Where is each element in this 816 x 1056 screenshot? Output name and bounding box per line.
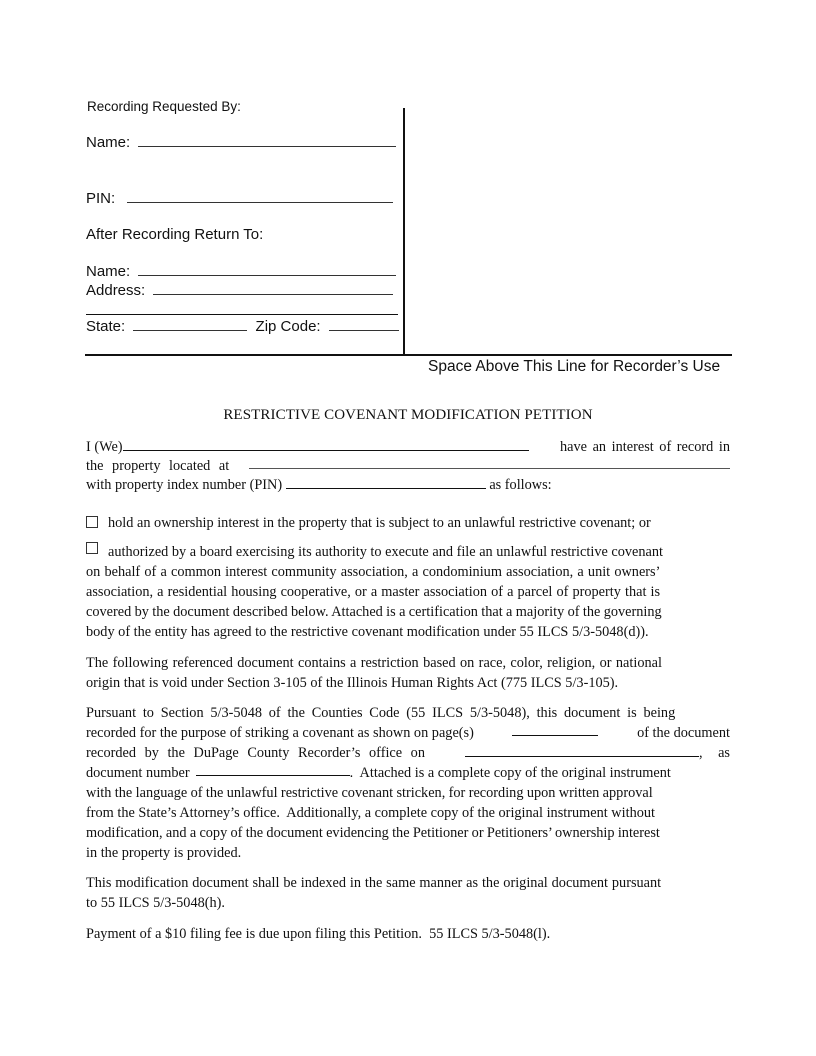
return-state-field[interactable] — [133, 318, 247, 331]
recording-requested-by-label: Recording Requested By: — [87, 99, 241, 114]
restriction-line-1: The following referenced document contains a restriction based on race, color, religion, or national — [86, 655, 662, 671]
return-name-field[interactable] — [138, 263, 396, 276]
option-board-line-2: on behalf of a common interest community association, a condominium association, a unit owners’ — [86, 564, 661, 580]
option-board-line-5: body of the entity has agreed to the restrictive covenant modification under 55 ILCS 5/3-5048(d)). — [86, 624, 649, 640]
fee-line: Payment of a $10 filing fee is due upon filing this Petition. 55 ILCS 5/3-5048(l). — [86, 926, 551, 942]
option-ownership-text: hold an ownership interest in the property that is subject to an unlawful restrictive covenant; or — [108, 515, 651, 531]
restriction-line-2: origin that is void under Section 3-105 of the Illinois Human Rights Act (775 ILCS 5/3-105). — [86, 675, 619, 691]
indexed-paragraph — [86, 873, 730, 913]
pursuant-line-7: modification, and a copy of the document evidencing the Petitioner or Petitioners’ ownership interest — [86, 825, 660, 841]
requester-name-label: Name: — [86, 134, 131, 151]
fee-paragraph — [86, 924, 730, 944]
requester-pin-field[interactable] — [127, 190, 393, 203]
requester-pin-row — [86, 190, 393, 207]
return-state-zip-row — [86, 318, 399, 335]
pin-label: with property index number (PIN) — [86, 477, 283, 493]
pursuant-paragraph — [86, 703, 730, 863]
pursuant-line-2 — [86, 723, 730, 743]
pursuant-line-3 — [86, 743, 730, 763]
pursuant-line-8: in the property is provided. — [86, 845, 242, 861]
return-address-line-2[interactable] — [86, 314, 398, 315]
return-name-label: Name: — [86, 263, 131, 280]
ownership-checkbox[interactable] — [86, 516, 98, 528]
indexed-line-1: This modification document shall be indexed in the same manner as the original document pursuant — [86, 875, 662, 891]
document-number-label: document number — [86, 765, 190, 781]
return-name-row — [86, 263, 396, 280]
of-document-text: of the document — [637, 725, 730, 741]
intro-interest-text: have an interest of record in — [560, 439, 730, 455]
header-vertical-divider — [403, 108, 405, 356]
return-address-label: Address: — [86, 282, 146, 299]
board-authorized-checkbox[interactable] — [86, 542, 98, 554]
pursuant-line-6: from the State’s Attorney’s office. Additionally, a complete copy of the original instrument without — [86, 805, 655, 821]
pursuant-line-5: with the language of the unlawful restrictive covenant stricken, for recording upon written approval — [86, 785, 653, 801]
recorder-space-divider — [85, 354, 732, 356]
attached-copy-text: . Attached is a complete copy of the original instrument — [349, 765, 671, 781]
petitioner-name-field[interactable] — [123, 438, 529, 451]
intro-block — [86, 437, 730, 495]
restriction-paragraph — [86, 653, 730, 693]
option-board-line-1: authorized by a board exercising its authority to execute and file an unlawful restrictive covenant — [108, 544, 663, 560]
option-board-line-3: association, a residential housing cooperative, or a master association of a parcel of property that is — [86, 584, 661, 600]
as-text: , as — [698, 745, 730, 761]
pursuant-line-4 — [86, 763, 730, 783]
pages-label: recorded for the purpose of striking a covenant as shown on page(s) — [86, 725, 474, 741]
recorded-on-label: recorded by the DuPage County Recorder’s office on — [86, 745, 425, 761]
return-zip-field[interactable] — [329, 318, 399, 331]
recorded-date-field[interactable] — [465, 744, 699, 757]
requester-name-row — [86, 134, 396, 151]
property-located-label: the property located at — [86, 458, 230, 474]
property-address-field[interactable] — [249, 456, 730, 469]
indexed-line-2: to 55 ILCS 5/3-5048(h). — [86, 895, 225, 911]
property-pin-field[interactable] — [286, 476, 486, 489]
intro-line-3 — [86, 475, 730, 495]
intro-line-1 — [86, 437, 730, 457]
pages-field[interactable] — [512, 723, 598, 736]
option-board-line-4: covered by the document described below. Attached is a certification that a majority of the governing — [86, 604, 662, 620]
option-ownership — [86, 513, 730, 533]
return-zip-label: Zip Code: — [255, 318, 321, 335]
return-address-field[interactable] — [153, 282, 393, 295]
pursuant-line-1: Pursuant to Section 5/3-5048 of the Counties Code (55 ILCS 5/3-5048), this document is being — [86, 705, 676, 721]
option-board-authorized — [86, 542, 730, 642]
requester-name-field[interactable] — [138, 134, 396, 147]
document-title: RESTRICTIVE COVENANT MODIFICATION PETITION — [223, 407, 593, 423]
return-address-row — [86, 282, 393, 299]
return-state-label: State: — [86, 318, 126, 335]
requester-pin-label: PIN: — [86, 190, 116, 207]
intro-line-2 — [86, 456, 730, 476]
recorder-use-note: Space Above This Line for Recorder’s Use — [428, 358, 721, 375]
after-recording-label: After Recording Return To: — [86, 226, 264, 243]
document-number-field[interactable] — [196, 763, 350, 776]
as-follows-text: as follows: — [489, 477, 552, 493]
intro-we-label: I (We) — [86, 439, 123, 455]
